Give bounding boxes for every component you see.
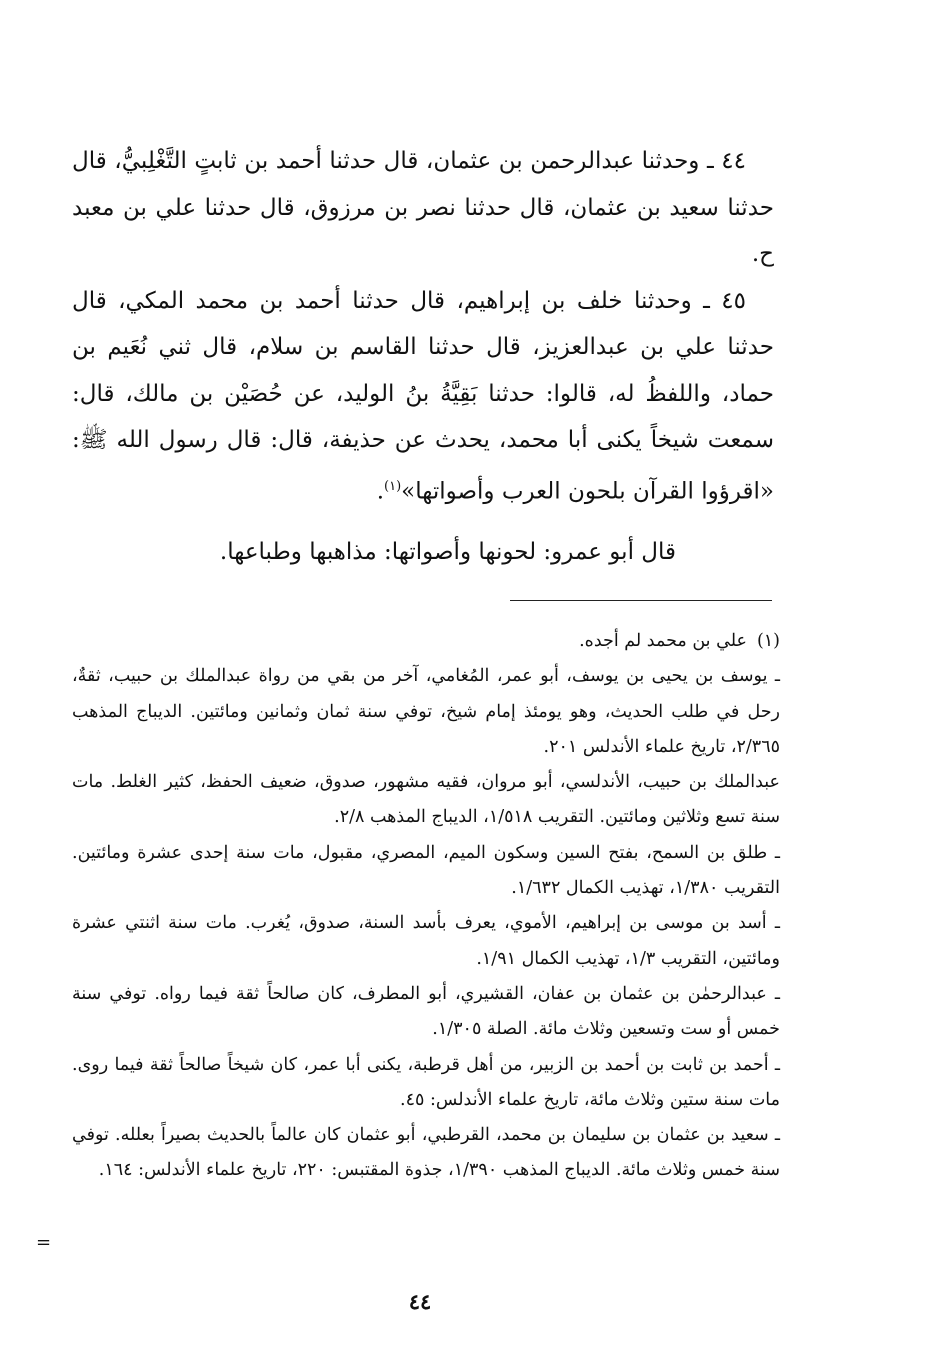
footnote-separator [510, 600, 772, 601]
footnote-entry: ـ أسد بن موسى بن إبراهيم، الأموي، يعرف بأسد السنة، صدوق، يُغرب. مات سنة اثنتي عشرة ومائتين، التقريب ١/٣، تهذيب الكمال ١/٩١. [72, 913, 780, 969]
footnote-entry: ـ سعيد بن عثمان بن سليمان بن محمد، القرطبي، أبو عثمان كان عالماً بالحديث بصيراً بعلله. توفي سنة خمس وثلاث مائة. الديباج المذهب ١/٣٩٠، جذوة المقتبس: ٢٢٠، تاريخ علماء الأندلس: ١٦٤. [72, 1125, 780, 1181]
abu-amr-comment: قال أبو عمرو: لحونها وأصواتها: مذاهبها وطباعها. [219, 538, 676, 565]
footnote-entry: ـ طلق بن السمح، بفتح السين وسكون الميم، المصري، مقبول، مات سنة إحدى عشرة ومائتين. التقريب ١/٣٨٠، تهذيب الكمال ١/٦٣٢. [72, 842, 780, 899]
hadith-45: ٤٥ ـ وحدثنا خلف بن إبراهيم، قال حدثنا أحمد بن محمد المكي، قال حدثنا علي بن عبدالعزيز، قال حدثنا القاسم بن سلام، قال ثني نُعَيم بن حماد، واللفظُ له، قالوا: حدثنا بَقِيَّةُ بنُ الوليد، عن حُصَيْن بن مالك، قال: سمعت شيخاً يكنى أبا محمد، يحدث عن حذيفة، قال: قال رسول الله ﷺ: «اقرؤوا القرآن بلحون العرب وأصواتها»$^{(١)}$. [72, 287, 774, 505]
main-text [72, 138, 774, 575]
footnote-1: (١)علي بن محمد لم أجده. [579, 631, 780, 651]
footnote-entry: ـ أحمد بن ثابت بن أحمد بن الزبير، من أهل قرطبة، يكنى أبا عمر، كان شيخاً صالحاً ثقة فيما روى. مات سنة ستين وثلاث مائة، تاريخ علماء الأندلس: ٤٥. [72, 1054, 780, 1110]
margin-mark: = [36, 1232, 52, 1253]
hadith-44: ٤٤ ـ وحدثنا عبدالرحمن بن عثمان، قال حدثنا أحمد بن ثابتٍ التَّغْلِبيُّ، قال حدثنا سعيد بن عثمان، قال حدثنا نصر بن مرزوق، قال حدثنا علي بن معبد ح. [72, 148, 774, 267]
footnote-ref[interactable]: (١) [384, 478, 402, 494]
footnotes [72, 624, 780, 1189]
footnote-entry: ـ يوسف بن يحيى بن يوسف، أبو عمر، المُغامي، آخر من بقي من رواة عبدالملك بن حبيب، ثقةٌ، رحل في طلب الحديث، وهو يومئذ إمام شيخ، توفي سنة ثمان وثمانين ومائتين. الديباج المذهب ٢/٣٦٥، تاريخ علماء الأندلس ٢٠١. [72, 666, 780, 757]
footnote-number: (١) [756, 631, 780, 651]
page-number: ٤٤ [408, 1289, 432, 1314]
footnote-entry: عبدالملك بن حبيب، الأندلسي، أبو مروان، فقيه مشهور، صدوق، ضعيف الحفظ، كثير الغلط. مات سنة تسع وثلاثين ومائتين. التقريب ١/٥١٨، الديباج المذهب ٢/٨. [72, 772, 780, 828]
footnote-entry: ـ عبدالرحمٰن بن عثمان بن عفان، القشيري، أبو المطرف، كان صالحاً ثقة فيما رواه. توفي سنة خمس أو ست وتسعين وثلاث مائة. الصلة ١/٣٠٥. [72, 983, 780, 1040]
